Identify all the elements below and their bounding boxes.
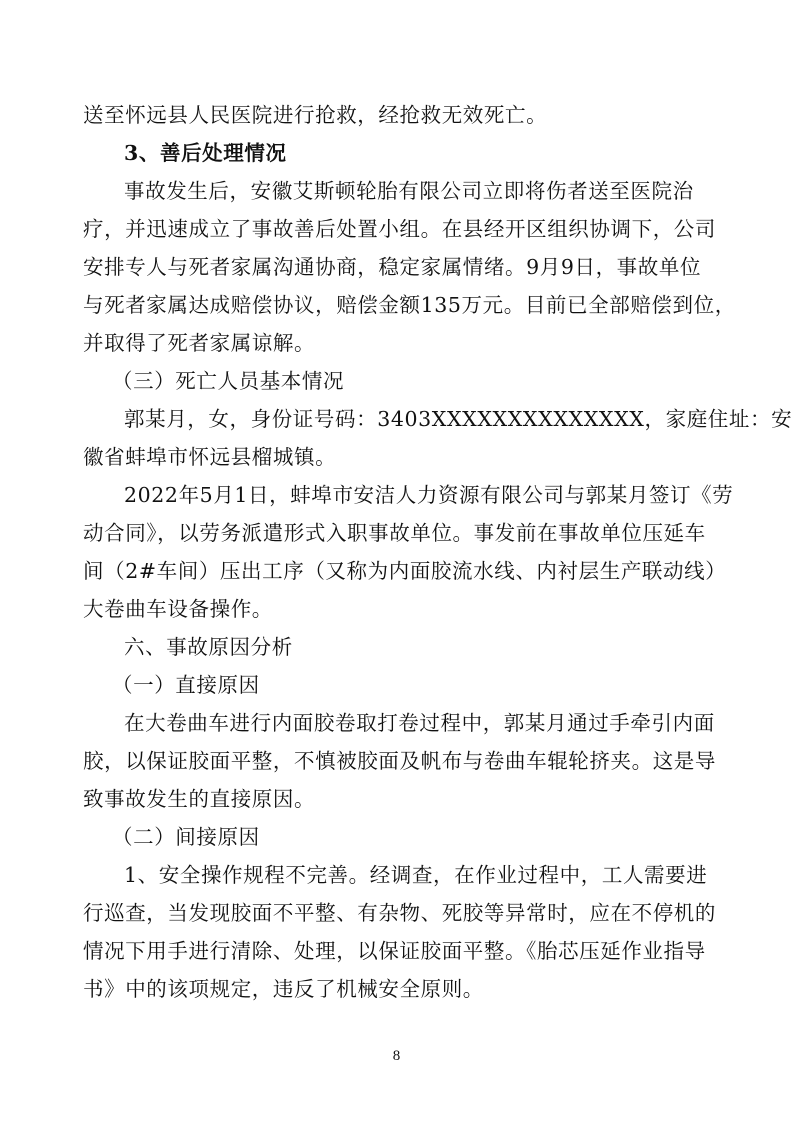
paragraph-line: 与死者家属达成赔偿协议，赔偿金额135万元。目前已全部赔偿到位，: [83, 293, 736, 317]
paragraph-line: 徽省蚌埠市怀远县榴城镇。: [83, 445, 337, 469]
page-number: 8: [392, 1048, 401, 1064]
paragraph-line: 行巡查，当发现胶面不平整、有杂物、死胶等异常时，应在不停机的: [83, 901, 716, 925]
paragraph-line: 疗，并迅速成立了事故善后处置小组。在县经开区组织协调下，公司: [83, 217, 716, 241]
paragraph-line: 动合同》，以劳务派遣形式入职事故单位。事发前在事故单位压延车: [83, 521, 706, 545]
paragraph-line: 2022年5月1日，蚌埠市安洁人力资源有限公司与郭某月签订《劳: [124, 483, 734, 507]
section-heading-direct-cause: （一）直接原因: [112, 673, 260, 697]
section-heading-cause-analysis: 六、事故原因分析: [124, 635, 293, 659]
paragraph-line: 在大卷曲车进行内面胶卷取打卷过程中，郭某月通过手牵引内面: [124, 711, 715, 735]
paragraph-line: 胶，以保证胶面平整，不慎被胶面及帆布与卷曲车辊轮挤夹。这是导: [83, 749, 716, 773]
paragraph-line: 书》中的该项规定，违反了机械安全原则。: [83, 977, 484, 1001]
paragraph-line: 安排专人与死者家属沟通协商，稳定家属情绪。9月9日，事故单位: [83, 255, 702, 279]
section-heading-deceased-info: （三）死亡人员基本情况: [112, 369, 345, 393]
paragraph-line: 事故发生后，安徽艾斯顿轮胎有限公司立即将伤者送至医院治: [124, 179, 694, 203]
paragraph-line: 大卷曲车设备操作。: [83, 597, 273, 621]
paragraph-line: 情况下用手进行清除、处理，以保证胶面平整。《胎芯压延作业指导: [83, 939, 706, 963]
paragraph-line: 致事故发生的直接原因。: [83, 787, 316, 811]
section-heading-indirect-cause: （二）间接原因: [112, 825, 260, 849]
paragraph-line: 郭某月，女，身份证号码：3403XXXXXXXXXXXXXX，家庭住址：安: [124, 407, 793, 431]
body-text: [83, 96, 793, 1008]
paragraph-line: 间（2#车间）压出工序（又称为内面胶流水线、内衬层生产联动线）: [83, 559, 727, 583]
section-heading-aftermath: 3、善后处理情况: [124, 141, 287, 165]
text-line-continuation: 送至怀远县人民医院进行抢救，经抢救无效死亡。: [83, 103, 548, 127]
paragraph-line: 并取得了死者家属谅解。: [83, 331, 316, 355]
paragraph-line: 1、安全操作规程不完善。经调查，在作业过程中，工人需要进: [124, 863, 708, 887]
